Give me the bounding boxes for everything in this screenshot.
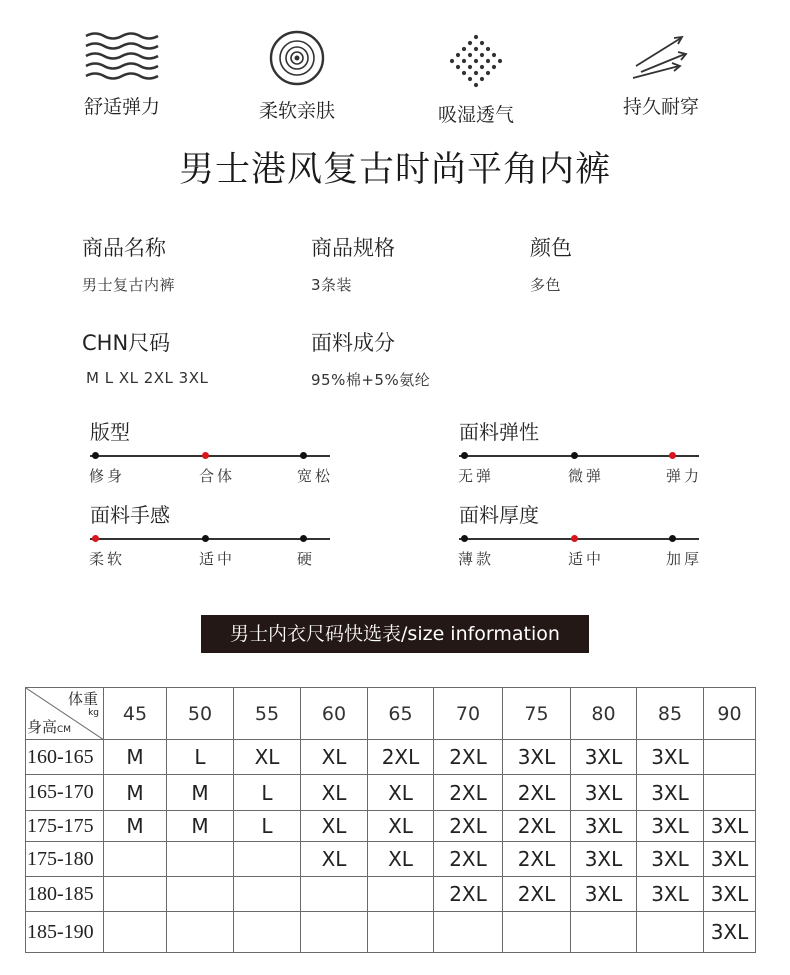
scale-dot: [300, 452, 307, 459]
height-cell: 175-180: [26, 842, 104, 877]
feature-breathable: [401, 30, 551, 127]
size-cell: [104, 912, 167, 953]
size-cell: XL: [301, 740, 368, 775]
size-cell: [104, 877, 167, 912]
scale-option-label: 微弹: [568, 467, 605, 485]
weight-header-cell: 50: [167, 688, 234, 740]
scale-options: [90, 548, 330, 568]
size-cell: 3XL: [704, 842, 756, 877]
size-cell: [234, 842, 301, 877]
scale-option-label: 柔软: [89, 550, 126, 568]
scale-fit: [89, 416, 334, 485]
table-row: [26, 877, 756, 912]
size-cell: 3XL: [637, 740, 704, 775]
size-cell: 2XL: [503, 842, 571, 877]
size-cell: [368, 912, 434, 953]
scale-name: 面料厚度: [459, 503, 539, 527]
scale-dot: [461, 535, 468, 542]
size-cell: XL: [234, 740, 301, 775]
weight-unit: kg: [88, 708, 99, 718]
size-cell: 3XL: [704, 912, 756, 953]
weight-header-cell: 90: [704, 688, 756, 740]
spec-key: 商品名称: [82, 236, 166, 260]
size-cell: [704, 740, 756, 775]
feature-durable: [586, 30, 736, 119]
height-cell: 180-185: [26, 877, 104, 912]
feature-soft: [222, 30, 372, 123]
size-cell: 2XL: [368, 740, 434, 775]
spec-key: CHN尺码: [82, 331, 171, 355]
height-cell: 160-165: [26, 740, 104, 775]
scale-option-label: 合体: [199, 467, 236, 485]
size-cell: [234, 877, 301, 912]
scale-dot: [571, 452, 578, 459]
spec-key: 面料成分: [311, 331, 395, 355]
dot-diamond-icon: [445, 30, 507, 92]
weight-label: 体重: [67, 690, 98, 708]
size-cell: 3XL: [637, 842, 704, 877]
table-row: [26, 912, 756, 953]
scale-dot: [92, 452, 99, 459]
scale-option-label: 硬: [297, 550, 316, 568]
size-cell: [301, 912, 368, 953]
concentric-circle-icon: [269, 30, 325, 86]
spec-value: 多色: [530, 276, 562, 294]
scale-name: 面料弹性: [459, 420, 539, 444]
size-cell: [167, 842, 234, 877]
size-cell: 3XL: [704, 877, 756, 912]
size-cell: 2XL: [503, 775, 571, 811]
size-cell: M: [104, 811, 167, 842]
scale-name: 面料手感: [90, 503, 170, 527]
scale-line: [459, 455, 699, 457]
scale-dot-selected: [202, 452, 209, 459]
size-cell: XL: [368, 811, 434, 842]
size-cell: [637, 912, 704, 953]
scale-option-label: 适中: [568, 550, 605, 568]
table-row: [26, 740, 756, 775]
feature-label: 柔软亲肤: [258, 100, 335, 122]
scale-option-label: 无弹: [458, 467, 495, 485]
table-row: [26, 775, 756, 811]
weight-header-cell: 65: [368, 688, 434, 740]
size-cell: 3XL: [571, 811, 637, 842]
spec-value: M L XL 2XL 3XL: [86, 369, 209, 387]
size-cell: 3XL: [637, 811, 704, 842]
spec-key: 颜色: [530, 236, 572, 260]
scale-dot: [202, 535, 209, 542]
size-cell: XL: [368, 775, 434, 811]
table-row: [26, 811, 756, 842]
scale-line: [459, 538, 699, 540]
weight-header-cell: 75: [503, 688, 571, 740]
size-cell: M: [104, 740, 167, 775]
size-cell: L: [234, 811, 301, 842]
arrows-icon: [631, 30, 691, 80]
height-unit: CM: [57, 725, 72, 735]
scale-options: [458, 548, 703, 568]
height-cell: 165-170: [26, 775, 104, 811]
scale-dot: [669, 535, 676, 542]
size-cell: 2XL: [434, 775, 503, 811]
size-cell: 3XL: [571, 775, 637, 811]
size-cell: 3XL: [704, 811, 756, 842]
size-cell: M: [104, 775, 167, 811]
size-cell: 3XL: [503, 740, 571, 775]
table-header-row: [26, 688, 756, 740]
size-cell: [167, 912, 234, 953]
scale-option-label: 宽松: [297, 467, 334, 485]
scale-dot-selected: [92, 535, 99, 542]
size-cell: 2XL: [503, 877, 571, 912]
size-cell: 2XL: [434, 877, 503, 912]
weight-header-cell: 80: [571, 688, 637, 740]
size-cell: [503, 912, 571, 953]
size-cell: 3XL: [637, 877, 704, 912]
size-cell: 3XL: [637, 775, 704, 811]
feature-label: 持久耐穿: [622, 96, 699, 118]
scale-option-label: 薄款: [458, 550, 495, 568]
spec-name: [82, 232, 175, 295]
size-cell: M: [167, 811, 234, 842]
size-cell: 2XL: [434, 811, 503, 842]
scale-option-label: 适中: [199, 550, 236, 568]
scale-dot: [300, 535, 307, 542]
height-label-group: [27, 716, 71, 737]
weight-header-cell: 45: [104, 688, 167, 740]
scale-elasticity: [458, 416, 703, 485]
spec-value: 3条装: [311, 276, 353, 294]
height-cell: 175-175: [26, 811, 104, 842]
size-cell: M: [167, 775, 234, 811]
feature-stretch: [47, 30, 197, 119]
size-cell: L: [234, 775, 301, 811]
weight-header-cell: 55: [234, 688, 301, 740]
product-title: 男士港风复古时尚平角内裤: [178, 150, 611, 190]
height-cell: 185-190: [26, 912, 104, 953]
scale-option-label: 加厚: [666, 550, 703, 568]
size-cell: XL: [301, 775, 368, 811]
weight-header-cell: 70: [434, 688, 503, 740]
scale-line: [90, 455, 330, 457]
table-corner-cell: [26, 688, 104, 740]
size-cell: 3XL: [571, 877, 637, 912]
scale-feel: [90, 499, 330, 568]
scale-line: [90, 538, 330, 540]
spec-color: [530, 232, 572, 295]
weight-header-cell: 85: [637, 688, 704, 740]
spec-value: 男士复古内裤: [82, 276, 176, 294]
spec-material: [311, 327, 430, 390]
scale-name: 版型: [90, 420, 130, 444]
table-row: [26, 842, 756, 877]
scale-dot-selected: [571, 535, 578, 542]
size-table-banner: 男士内衣尺码快选表/size information: [201, 615, 589, 653]
feature-label: 舒适弹力: [83, 96, 160, 118]
waves-icon: [82, 30, 162, 82]
weight-header-cell: 60: [301, 688, 368, 740]
size-cell: [104, 842, 167, 877]
size-cell: 2XL: [503, 811, 571, 842]
scale-dot-selected: [669, 452, 676, 459]
scale-thickness: [458, 499, 703, 568]
spec-value: 95%棉+5%氨纶: [311, 371, 431, 389]
size-cell: 2XL: [434, 740, 503, 775]
size-table: [25, 687, 756, 953]
height-label: 身高: [27, 718, 58, 736]
feature-label: 吸湿透气: [437, 104, 514, 126]
size-cell: [704, 775, 756, 811]
spec-key: 商品规格: [311, 236, 395, 260]
spec-package: [311, 232, 395, 295]
size-cell: 3XL: [571, 740, 637, 775]
size-cell: 3XL: [571, 842, 637, 877]
size-cell: [234, 912, 301, 953]
size-cell: L: [167, 740, 234, 775]
scale-option-label: 弹力: [666, 467, 703, 485]
scale-options: [89, 465, 334, 485]
size-cell: [434, 912, 503, 953]
scale-option-label: 修身: [89, 467, 126, 485]
size-cell: [167, 877, 234, 912]
size-cell: [368, 877, 434, 912]
size-cell: XL: [301, 842, 368, 877]
size-cell: XL: [301, 811, 368, 842]
size-cell: XL: [368, 842, 434, 877]
scale-dot: [461, 452, 468, 459]
scale-options: [458, 465, 703, 485]
spec-size: [82, 327, 208, 387]
size-cell: 2XL: [434, 842, 503, 877]
size-cell: [571, 912, 637, 953]
size-cell: [301, 877, 368, 912]
